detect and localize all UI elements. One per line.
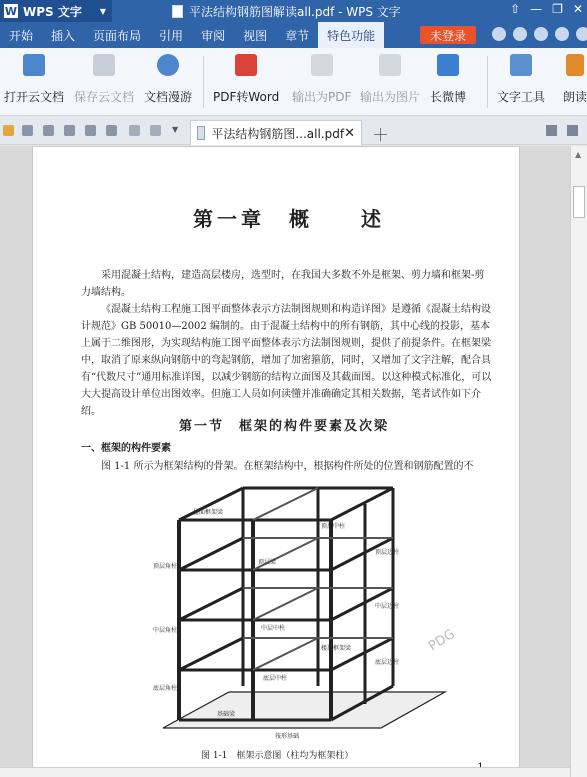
beam xyxy=(253,488,318,520)
pdf-icon xyxy=(235,54,257,76)
open-folder-icon[interactable] xyxy=(3,125,14,136)
document-icon xyxy=(172,5,183,18)
wps-logo-icon: W xyxy=(4,4,18,18)
intro-line: 图 1-1 所示为框架结构的骨架。在框架结构中，根据构件所处的位置和钢筋配置的不 xyxy=(101,461,474,472)
options-icon[interactable]: ⇧ xyxy=(510,2,521,16)
login-button[interactable]: 未登录 xyxy=(420,26,476,44)
label-top-corner-col: 顶层角柱 xyxy=(153,563,178,570)
feedback-icon[interactable] xyxy=(513,27,527,41)
format-icon[interactable] xyxy=(106,125,117,136)
ribbon xyxy=(0,48,587,116)
title-bar xyxy=(0,0,587,22)
long-weibo-button[interactable] xyxy=(430,54,466,105)
label-raft-foundation: 筏形基础 xyxy=(275,733,300,740)
label-top-frame-beam: 屋面框架梁 xyxy=(193,509,224,516)
label-base-beam: 基础梁 xyxy=(217,711,236,718)
export-pdf-icon xyxy=(311,54,333,76)
chevron-down-icon[interactable]: ▼ xyxy=(172,125,179,134)
skin-icon[interactable] xyxy=(492,27,506,41)
text-tools-icon xyxy=(510,54,532,76)
menu-item-page-layout[interactable]: 页面布局 xyxy=(93,28,142,43)
help-icon[interactable] xyxy=(555,27,569,41)
long-weibo-label: 长微博 xyxy=(430,90,467,104)
raft-foundation-slab xyxy=(163,692,445,728)
cloud-sync-icon xyxy=(157,54,179,76)
open-cloud-doc-label: 打开云文档 xyxy=(4,90,65,104)
window-controls xyxy=(510,2,583,16)
watermark-pdg: PDG xyxy=(426,626,458,655)
new-tab-button[interactable]: ＋ xyxy=(372,126,389,146)
beam xyxy=(331,488,393,520)
pdf-to-word-label: PDF转Word xyxy=(213,90,280,104)
text-tools-button[interactable] xyxy=(497,54,545,105)
wps-app-menu-button[interactable] xyxy=(0,0,112,22)
menu-item-special-features[interactable]: 特色功能 xyxy=(318,22,384,48)
beam xyxy=(179,588,243,620)
menu-item-chapter[interactable]: 章节 xyxy=(285,28,310,43)
print-preview-icon[interactable] xyxy=(85,125,96,136)
label-top-edge-col: 顶层边柱 xyxy=(375,549,400,556)
text-tools-label: 文字工具 xyxy=(497,90,546,104)
doc-roam-label: 文档漫游 xyxy=(144,90,193,104)
chapter-title: 第一章 概 述 xyxy=(193,207,385,231)
doc-roam-button[interactable] xyxy=(144,54,192,105)
app-name: WPS 文字 xyxy=(23,4,82,19)
menu-item-view[interactable]: 视图 xyxy=(243,28,268,43)
scroll-up-icon[interactable]: ▲ xyxy=(575,150,582,159)
label-bottom-edge-col: 底层边柱 xyxy=(375,659,400,666)
label-mid-col: 中层中柱 xyxy=(261,625,286,632)
menu-item-review[interactable]: 审阅 xyxy=(201,28,226,43)
menu-right-icons xyxy=(492,27,587,41)
pdf-file-icon xyxy=(197,126,205,140)
export-image-label: 输出为图片 xyxy=(360,90,421,104)
export-image-icon xyxy=(379,54,401,76)
label-top-beam: 顶层梁 xyxy=(258,559,277,566)
cloud-open-icon xyxy=(23,54,45,76)
document-tab-title: 平法结构钢筋图...all.pdf xyxy=(211,126,345,141)
label-mid-edge-col: 中层边柱 xyxy=(375,603,400,610)
read-aloud-button[interactable] xyxy=(563,54,587,105)
label-top-mid-col: 顶层中柱 xyxy=(321,523,346,530)
document-page xyxy=(32,146,520,777)
horizontal-scrollbar[interactable] xyxy=(0,767,570,777)
scrollbar-thumb[interactable] xyxy=(573,186,585,218)
pdf-to-word-button[interactable] xyxy=(213,54,279,105)
label-mid-corner-col: 中层角柱 xyxy=(153,627,178,634)
save-cloud-doc-button[interactable] xyxy=(74,54,134,105)
label-bottom-corner-col: 底层角柱 xyxy=(153,685,178,692)
paragraph-1: 采用混凝土结构，建造高层楼房，选型时，在我国大多数不外是框架、剪力墙和框架-剪力墙结构。 xyxy=(81,270,485,298)
beam xyxy=(179,638,243,670)
export-pdf-label: 输出为PDF xyxy=(292,90,352,104)
save-cloud-doc-label: 保存云文档 xyxy=(74,90,135,104)
beam xyxy=(179,538,243,570)
paragraph-2: 《混凝土结构工程施工图平面整体表示方法制图规则和构造详图》是遵循《混凝土结构设计规范》GB 50010—2002 编制的。由于混凝土结构中的所有钢筋，其中心线的投影，基本上属于二维图形，为实现结构施工图平面整体表示方法制图规则，提供了前提条件。在框架梁中，取消了原来纵向钢筋中的弯起钢筋，增加了加密箍筋，同时，又增加了文字注解，配合具有“代数尺寸”通用标准详图，以减少钢筋的结构立面图及其截面图。以这种模式标准化，可以大大提高设计单位出图效率。但施工人员如何读懂并准确确定其相关数据，笔者试作如下介绍。 xyxy=(81,304,492,417)
window-title xyxy=(172,3,401,20)
undo-icon[interactable] xyxy=(129,125,140,136)
label-bottom-mid-col: 底层中柱 xyxy=(263,675,288,682)
frame-structure-figure xyxy=(153,480,453,742)
minimize-button[interactable]: — xyxy=(530,2,543,16)
tab-menu-icon[interactable] xyxy=(567,125,578,136)
document-tab[interactable] xyxy=(190,120,362,145)
beam xyxy=(253,588,318,620)
redo-icon[interactable] xyxy=(150,125,161,136)
frame-drawing xyxy=(163,488,445,728)
vertical-scrollbar[interactable] xyxy=(570,146,587,777)
export-image-button[interactable] xyxy=(360,54,420,105)
restore-button[interactable]: ❐ xyxy=(552,2,563,16)
read-aloud-label: 朗读 xyxy=(563,90,587,104)
window-title-text: 平法结构钢筋图解读all.pdf - WPS 文字 xyxy=(189,5,401,19)
tab-bar-tools xyxy=(546,125,578,136)
tab-list-icon[interactable] xyxy=(546,125,557,136)
theme-icon[interactable] xyxy=(534,27,548,41)
read-aloud-icon xyxy=(566,54,584,76)
close-button[interactable]: ✕ xyxy=(572,2,583,16)
subheading: 一、框架的构件要素 xyxy=(81,443,171,454)
chevron-down-icon: ▼ xyxy=(99,6,106,16)
menu-item-references[interactable]: 引用 xyxy=(159,28,184,43)
beam xyxy=(253,638,318,670)
print-icon[interactable] xyxy=(64,125,75,136)
save-icon[interactable] xyxy=(22,125,33,136)
export-icon[interactable] xyxy=(43,125,54,136)
menu-item-start[interactable]: 开始 xyxy=(9,28,34,43)
export-pdf-button[interactable] xyxy=(292,54,351,105)
figure-caption: 图 1-1 框架示意图（柱均为框架柱） xyxy=(201,751,354,761)
weibo-icon xyxy=(437,54,459,76)
label-floor-beam: 楼层框架梁 xyxy=(321,645,352,652)
close-tab-icon[interactable]: ✕ xyxy=(344,125,355,141)
ribbon-separator xyxy=(487,56,488,108)
section-title: 第一节 框架的构件要素及次梁 xyxy=(179,419,390,434)
collapse-ribbon-icon[interactable] xyxy=(576,27,587,41)
menu-item-insert[interactable]: 插入 xyxy=(51,28,76,43)
ribbon-separator xyxy=(203,56,204,108)
cloud-save-icon xyxy=(93,54,115,76)
open-cloud-doc-button[interactable] xyxy=(4,54,64,105)
